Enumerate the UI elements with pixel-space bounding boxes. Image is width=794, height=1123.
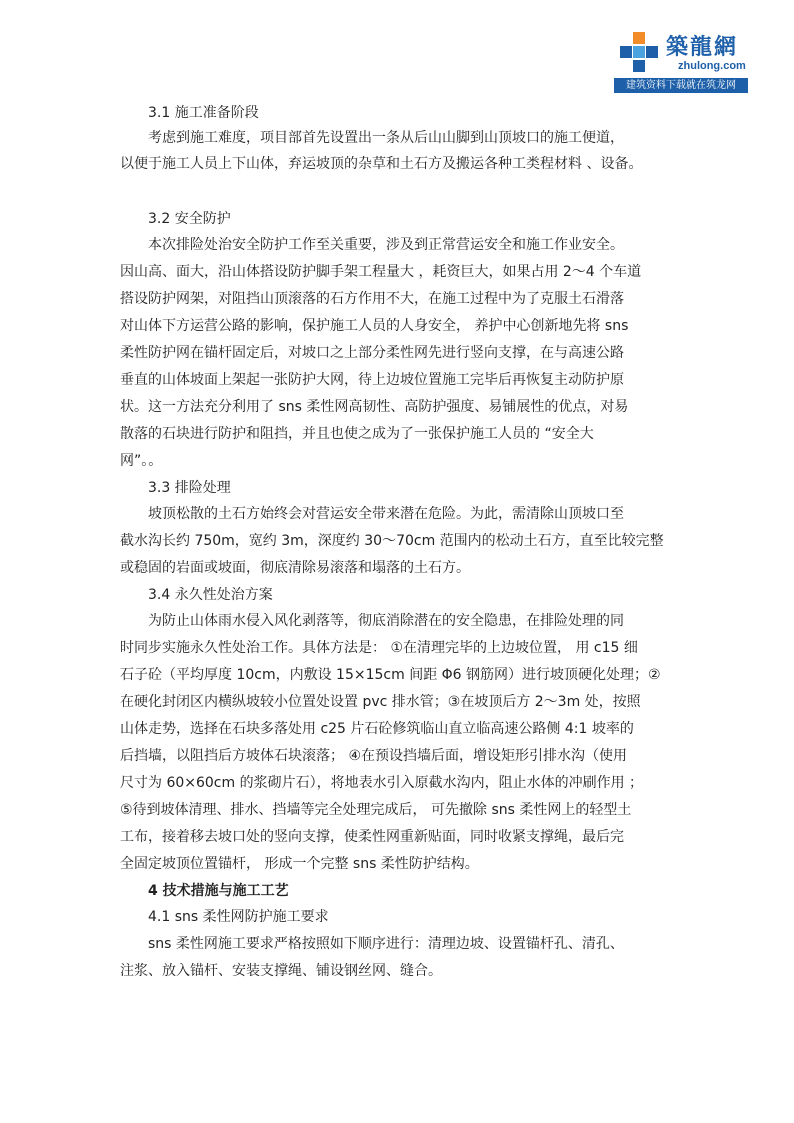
paragraph-line: 或稳固的岩面或坡面，彻底清除易滚落和塌落的土石方。 bbox=[120, 560, 470, 576]
paragraph-line: 尺寸为 60×60cm 的浆砌片石），将地表水引入原截水沟内，阻止水体的冲刷作用 ； bbox=[120, 775, 644, 791]
paragraph-line: 后挡墙，以阻挡后方坡体石块滚落； ④在预设挡墙后面，增设矩形引排水沟（使用 bbox=[120, 748, 627, 764]
paragraph-line: 考虑到施工难度，项目部首先设置出一条从后山山脚到山顶坡口的施工便道， bbox=[148, 130, 624, 146]
paragraph-line: 山体走势，选择在石块多落处用 c25 片石砼修筑临山直立临高速公路侧 4:1 坡率的 bbox=[120, 721, 634, 737]
paragraph-line: 本次排险处治安全防护工作至关重要，涉及到正常营运安全和施工作业安全。 bbox=[148, 237, 624, 253]
paragraph-line: ⑤待到坡体清理、排水、挡墙等完全处理完成后， 可先撤除 sns 柔性网上的轻型土 bbox=[120, 802, 632, 818]
paragraph-line: 工布，接着移去坡口处的竖向支撑，使柔性网重新贴面，同时收紧支撑绳，最后完 bbox=[120, 829, 624, 845]
paragraph-line: 对山体下方运营公路的影响，保护施工人员的人身安全， 养护中心创新地先将 sns bbox=[120, 318, 629, 334]
paragraph-line: 石子砼（平均厚度 10cm，内敷设 15×15cm 间距 Φ6 钢筋网）进行坡顶硬化处理；② bbox=[120, 667, 661, 683]
logo-tagline: 建筑资料下载就在筑龙网 bbox=[614, 78, 748, 93]
paragraph-line: 以便于施工人员上下山体，弃运坡顶的杂草和土石方及搬运各种工类程材料 、设备。 bbox=[120, 156, 643, 172]
paragraph-line: 截水沟长约 750m，宽约 3m，深度约 30～70cm 范围内的松动土石方，直至比较完整 bbox=[120, 533, 664, 549]
logo-name: 築龍網 bbox=[666, 34, 739, 60]
paragraph-line: 因山高、面大，沿山体搭设防护脚手架工程量大 ，耗资巨大，如果占用 2～4 个车道 bbox=[120, 264, 642, 280]
paragraph-line: 网”。。 bbox=[120, 453, 163, 469]
section-heading-3-3: 3.3 排险处理 bbox=[148, 480, 231, 496]
paragraph-line: 垂直的山体坡面上架起一张防护大网，待上边坡位置施工完毕后再恢复主动防护原 bbox=[120, 372, 624, 388]
paragraph-line: 注浆、放入锚杆、安装支撑绳、铺设钢丝网、缝合。 bbox=[120, 963, 442, 979]
paragraph-line: 为防止山体雨水侵入风化剥落等，彻底消除潜在的安全隐患，在排险处理的同 bbox=[148, 613, 624, 629]
paragraph-line: 时同步实施永久性处治工作。具体方法是： ①在清理完毕的上边坡位置， 用 c15 细 bbox=[120, 640, 638, 656]
section-heading-3-1: 3.1 施工准备阶段 bbox=[148, 105, 259, 121]
section-heading-4: 4 技术措施与施工工艺 bbox=[148, 883, 289, 899]
paragraph-line: 状。这一方法充分利用了 sns 柔性网高韧性、高防护强度、易铺展性的优点，对易 bbox=[120, 399, 629, 415]
section-heading-3-2: 3.2 安全防护 bbox=[148, 211, 231, 227]
paragraph-line: 坡顶松散的土石方始终会对营运安全带来潜在危险。为此，需清除山顶坡口至 bbox=[148, 506, 624, 522]
paragraph-line: 在硬化封闭区内横纵坡较小位置处设置 pvc 排水管；③在坡顶后方 2～3m 处，按照 bbox=[120, 694, 641, 710]
paragraph-line: 全固定坡顶位置锚杆， 形成一个完整 sns 柔性防护结构。 bbox=[120, 856, 479, 872]
paragraph-line: 散落的石块进行防护和阻挡，并且也使之成为了一张保护施工人员的 “安全大 bbox=[120, 426, 594, 442]
section-heading-4-1: 4.1 sns 柔性网防护施工要求 bbox=[148, 909, 329, 925]
paragraph-line: sns 柔性网施工要求严格按照如下顺序进行：清理边坡、设置锚杆孔、清孔、 bbox=[148, 936, 624, 952]
paragraph-line: 搭设防护网架，对阻挡山顶滚落的石方作用不大，在施工过程中为了克服土石滑落 bbox=[120, 291, 624, 307]
logo-domain: zhulong.com bbox=[678, 60, 746, 72]
section-heading-3-4: 3.4 永久性处治方案 bbox=[148, 587, 273, 603]
paragraph-line: 柔性防护网在锚杆固定后，对坡口之上部分柔性网先进行竖向支撑，在与高速公路 bbox=[120, 345, 624, 361]
